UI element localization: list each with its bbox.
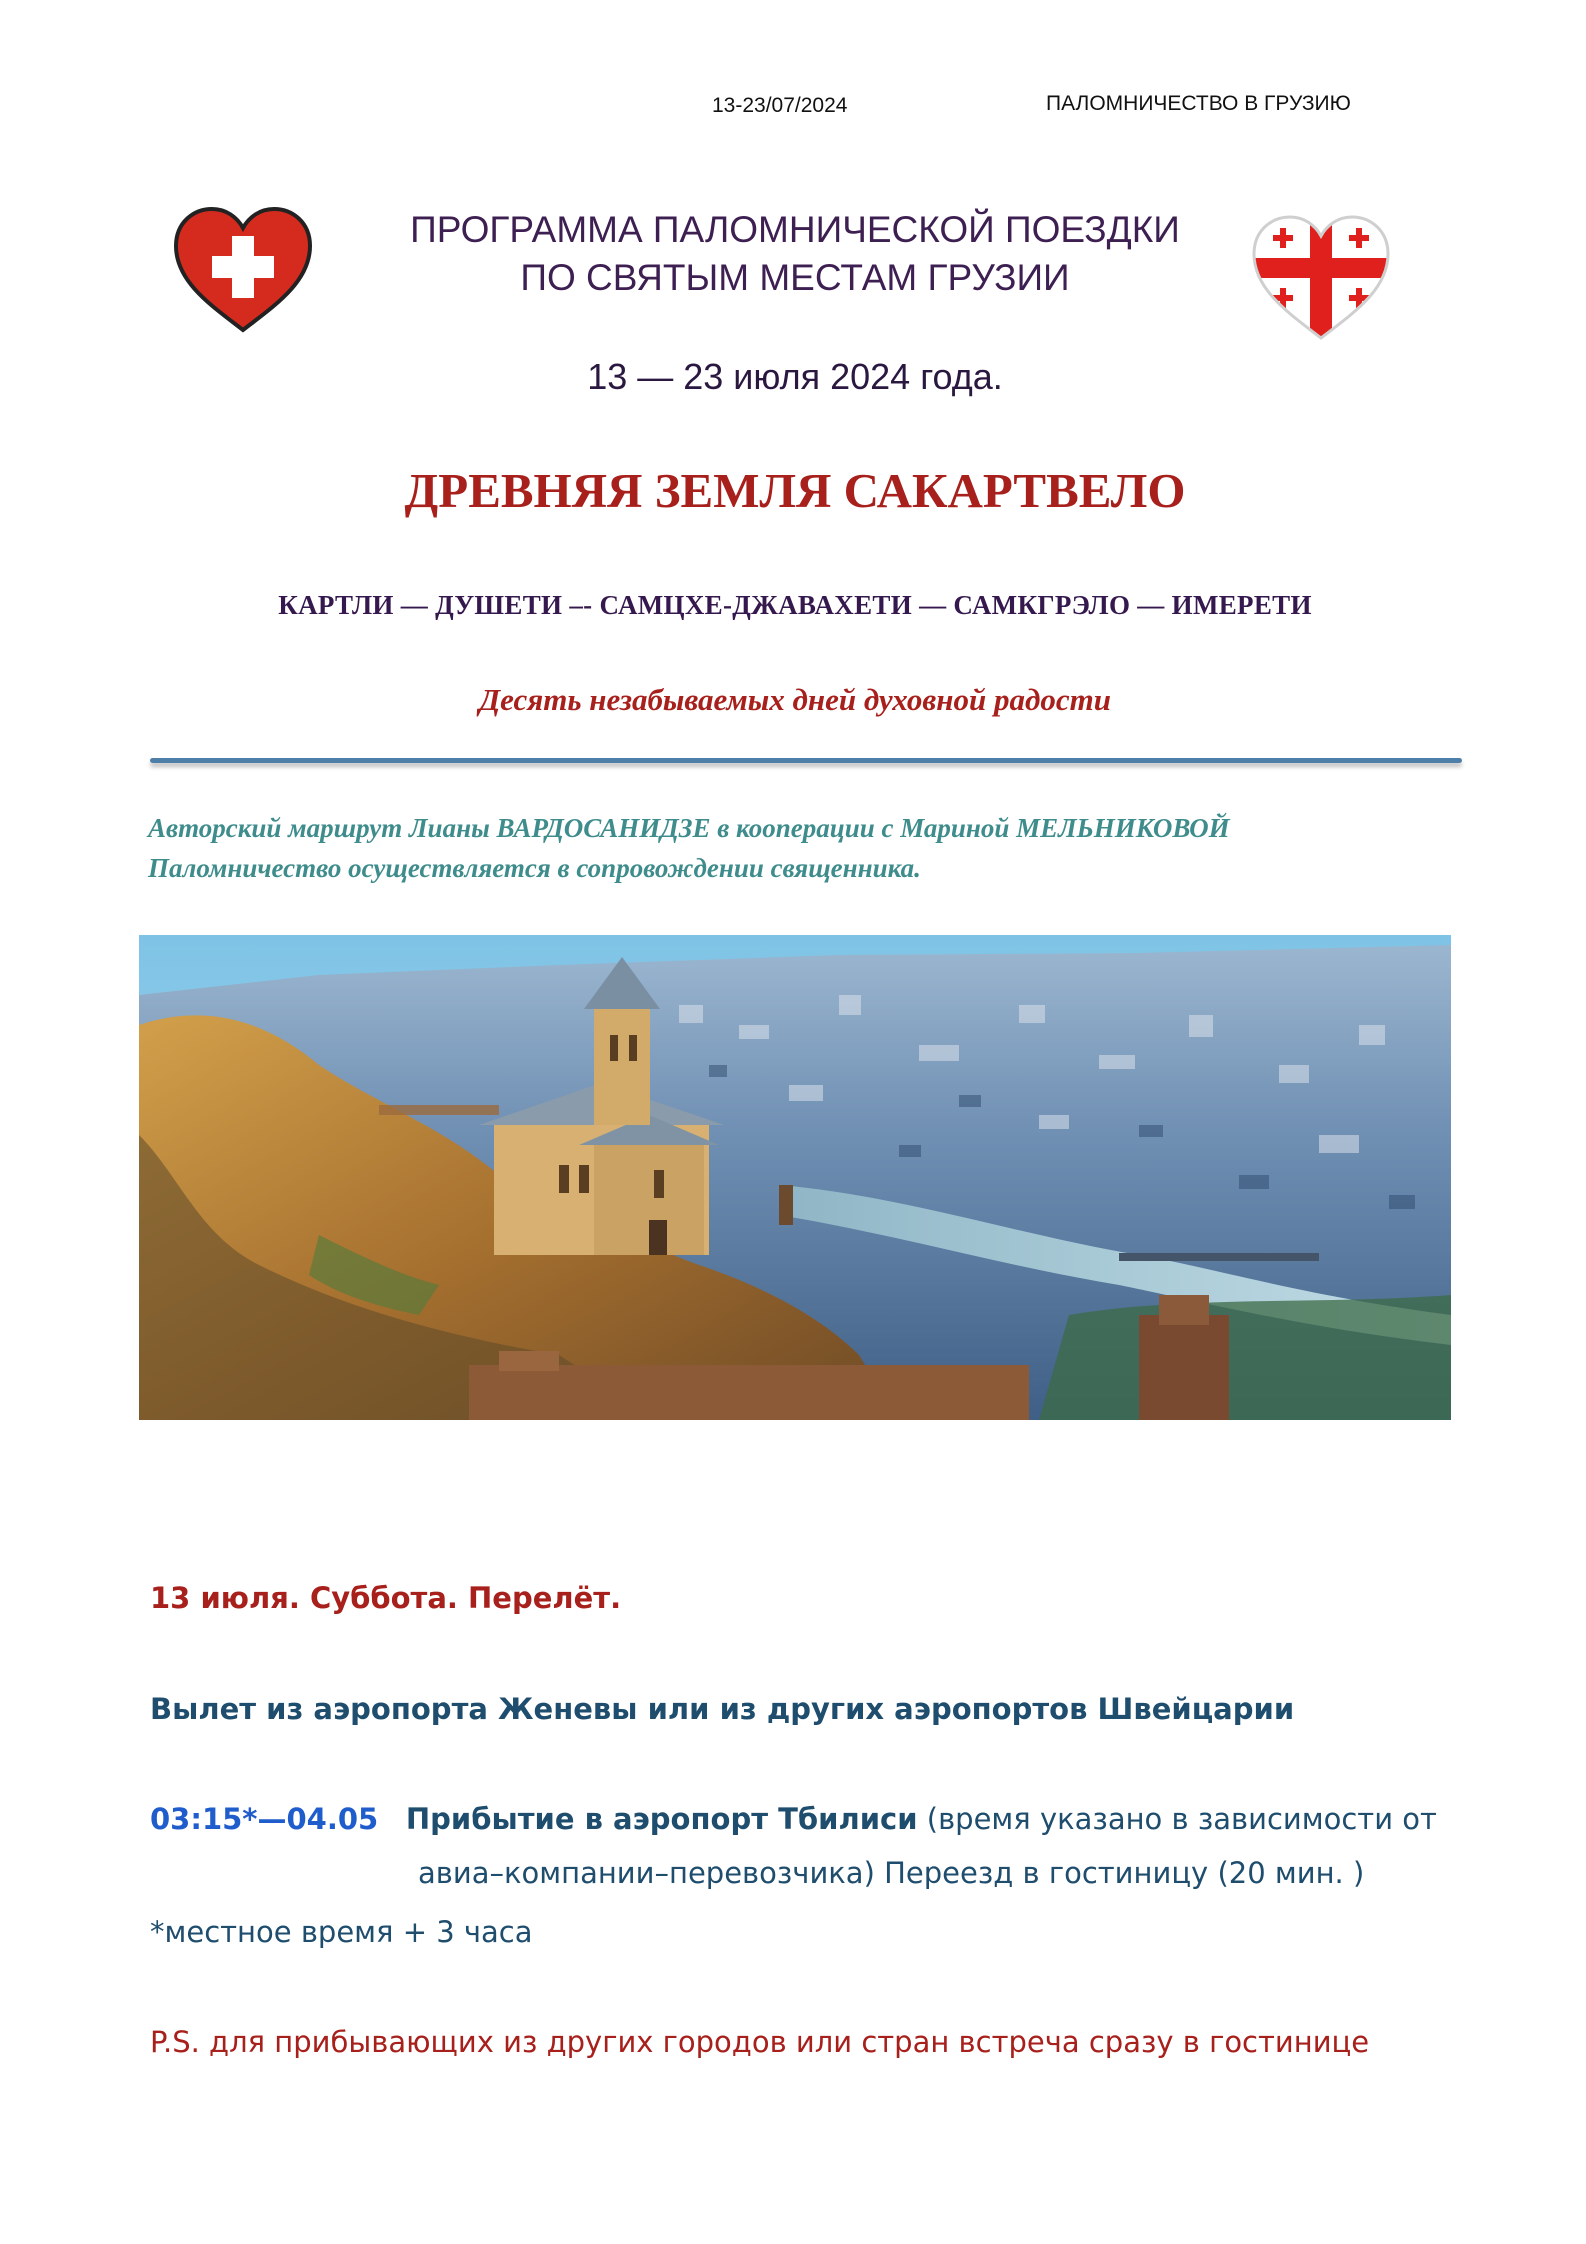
- program-title: [330, 206, 1260, 302]
- tbilisi-photo: [139, 935, 1451, 1420]
- local-time-note: *местное время + 3 часа: [150, 1915, 533, 1949]
- ps-note: P.S. для прибывающих из других городов или стран встреча сразу в гостинице: [150, 2025, 1370, 2059]
- header-dates: 13-23/07/2024: [712, 94, 848, 117]
- arrival-time: 03:15*—04.05: [150, 1802, 379, 1836]
- arrival-title: Прибытие в аэропорт Тбилиси: [405, 1802, 918, 1836]
- arrival-line: [150, 1800, 1450, 1838]
- priest-line: Паломничество осуществляется в сопровождении священника.: [148, 853, 921, 883]
- departure-line: Вылет из аэропорта Женевы или из других аэропортов Швейцарии: [150, 1692, 1295, 1726]
- day-heading: 13 июля. Суббота. Перелёт.: [150, 1581, 622, 1615]
- header-title: ПАЛОМНИЧЕСТВО В ГРУЗИЮ: [1046, 92, 1351, 115]
- program-title-line1: ПРОГРАММА ПАЛОМНИЧЕСКОЙ ПОЕЗДКИ: [410, 209, 1180, 250]
- arrival-note-continued: авиа–компании–перевозчика) Переезд в гостиницу (20 мин. ): [418, 1856, 1365, 1890]
- tagline: Десять незабываемых дней духовной радости: [479, 682, 1111, 717]
- main-title: ДРЕВНЯЯ ЗЕМЛЯ САКАРТВЕЛО: [404, 463, 1186, 518]
- swiss-heart-icon: [172, 206, 314, 334]
- program-dates: 13 — 23 июля 2024 года.: [587, 356, 1003, 397]
- author-line: Авторский маршрут Лианы ВАРДОСАНИДЗЕ в кооперации с Мариной МЕЛЬНИКОВОЙ: [148, 813, 1230, 843]
- divider: [150, 758, 1462, 763]
- georgian-heart-icon: [1250, 214, 1392, 342]
- program-title-line2: ПО СВЯТЫМ МЕСТАМ ГРУЗИИ: [520, 257, 1070, 298]
- regions-line: КАРТЛИ — ДУШЕТИ –- САМЦХЕ-ДЖАВАХЕТИ — САМКГРЭЛО — ИМЕРЕТИ: [278, 590, 1312, 620]
- author-block: [148, 808, 1478, 888]
- arrival-note: (время указано в зависимости от: [926, 1802, 1437, 1836]
